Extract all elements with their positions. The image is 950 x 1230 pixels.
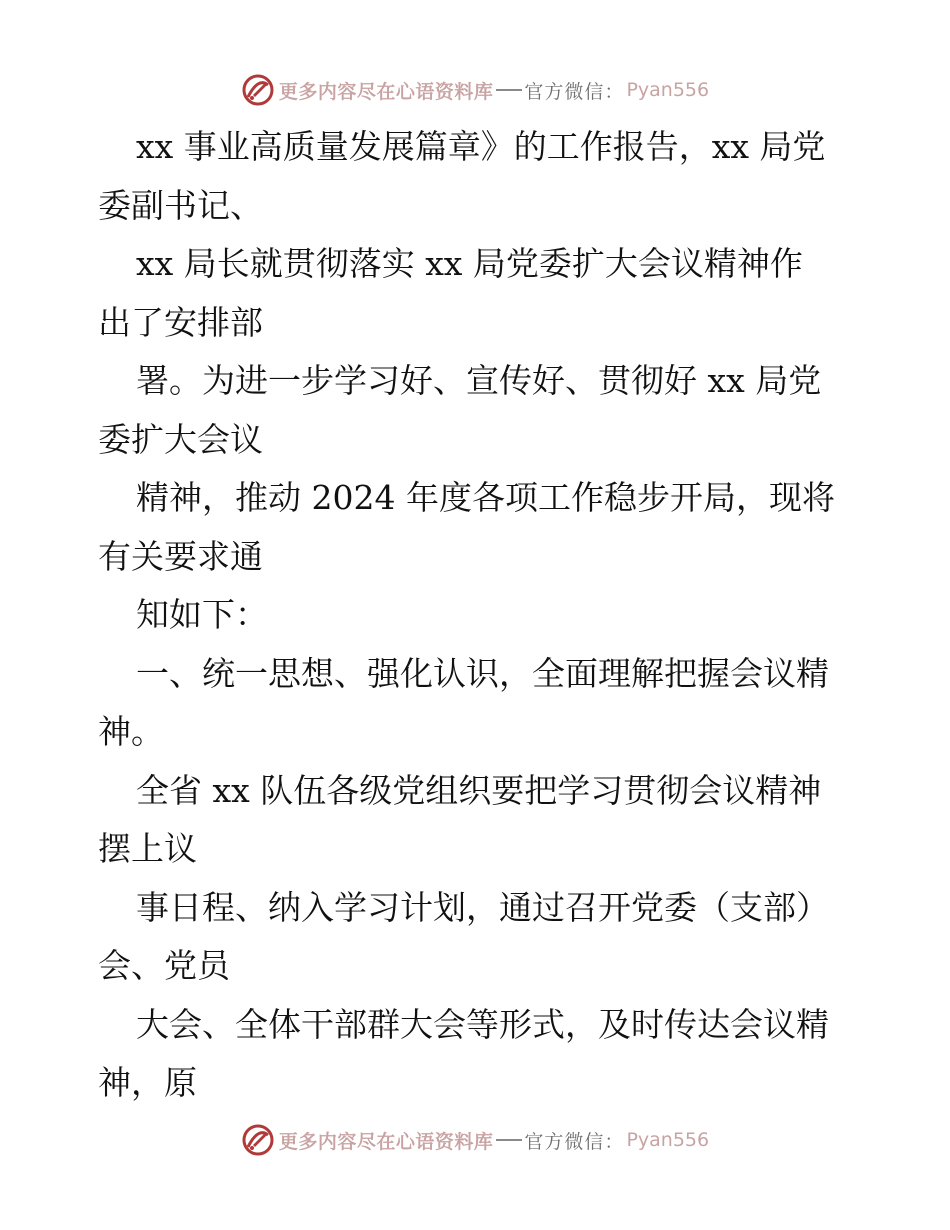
swirl-pen-logo-icon xyxy=(241,1123,275,1157)
text-line-7: 精神，推动 2024 年度各项工作稳步开局，现将 xyxy=(136,478,835,517)
text-line-9: 知如下： xyxy=(136,595,268,634)
header-banner xyxy=(0,70,950,110)
text-line-10: 一、统一思想、强化认识，全面理解把握会议精 xyxy=(136,653,829,693)
text-line-3: xx 局长就贯彻落实 xx 局党委扩大会议精神作 xyxy=(136,244,803,283)
footer-banner xyxy=(0,1120,950,1160)
text-line-15: 会、党员 xyxy=(98,946,230,985)
text-line-6: 委扩大会议 xyxy=(98,419,263,459)
text-line-13: 摆上议 xyxy=(98,829,197,868)
banner-wechat-id: Pyan556 xyxy=(626,1129,710,1151)
text-line-16: 大会、全体干部群大会等形式，及时传达会议精 xyxy=(136,1004,829,1044)
banner-main-text: 更多内容尽在心语资料库 xyxy=(278,80,494,103)
text-line-1: xx 事业高质量发展篇章》的工作报告，xx 局党 xyxy=(136,127,826,166)
text-line-17: 神，原 xyxy=(98,1063,197,1102)
banner-dash xyxy=(496,1139,522,1141)
text-line-5: 署。为进一步学习好、宣传好、贯彻好 xx 局党 xyxy=(136,361,822,400)
text-line-14: 事日程、纳入学习计划，通过召开党委（支部） xyxy=(136,887,829,927)
text-line-8: 有关要求通 xyxy=(98,536,263,576)
text-line-4: 出了安排部 xyxy=(98,302,263,342)
text-line-2: 委副书记、 xyxy=(98,185,263,225)
text-line-12: 全省 xx 队伍各级党组织要把学习贯彻会议精神 xyxy=(136,770,822,810)
banner-wechat-label: 官方微信： xyxy=(524,1130,625,1153)
banner-wechat-label: 官方微信： xyxy=(524,80,625,103)
swirl-pen-logo-icon xyxy=(241,73,275,107)
banner-dash xyxy=(496,89,522,91)
text-line-11: 神。 xyxy=(98,712,164,751)
banner-wechat-id: Pyan556 xyxy=(626,79,710,101)
document-body xyxy=(98,118,858,1113)
banner-main-text: 更多内容尽在心语资料库 xyxy=(278,1130,494,1153)
